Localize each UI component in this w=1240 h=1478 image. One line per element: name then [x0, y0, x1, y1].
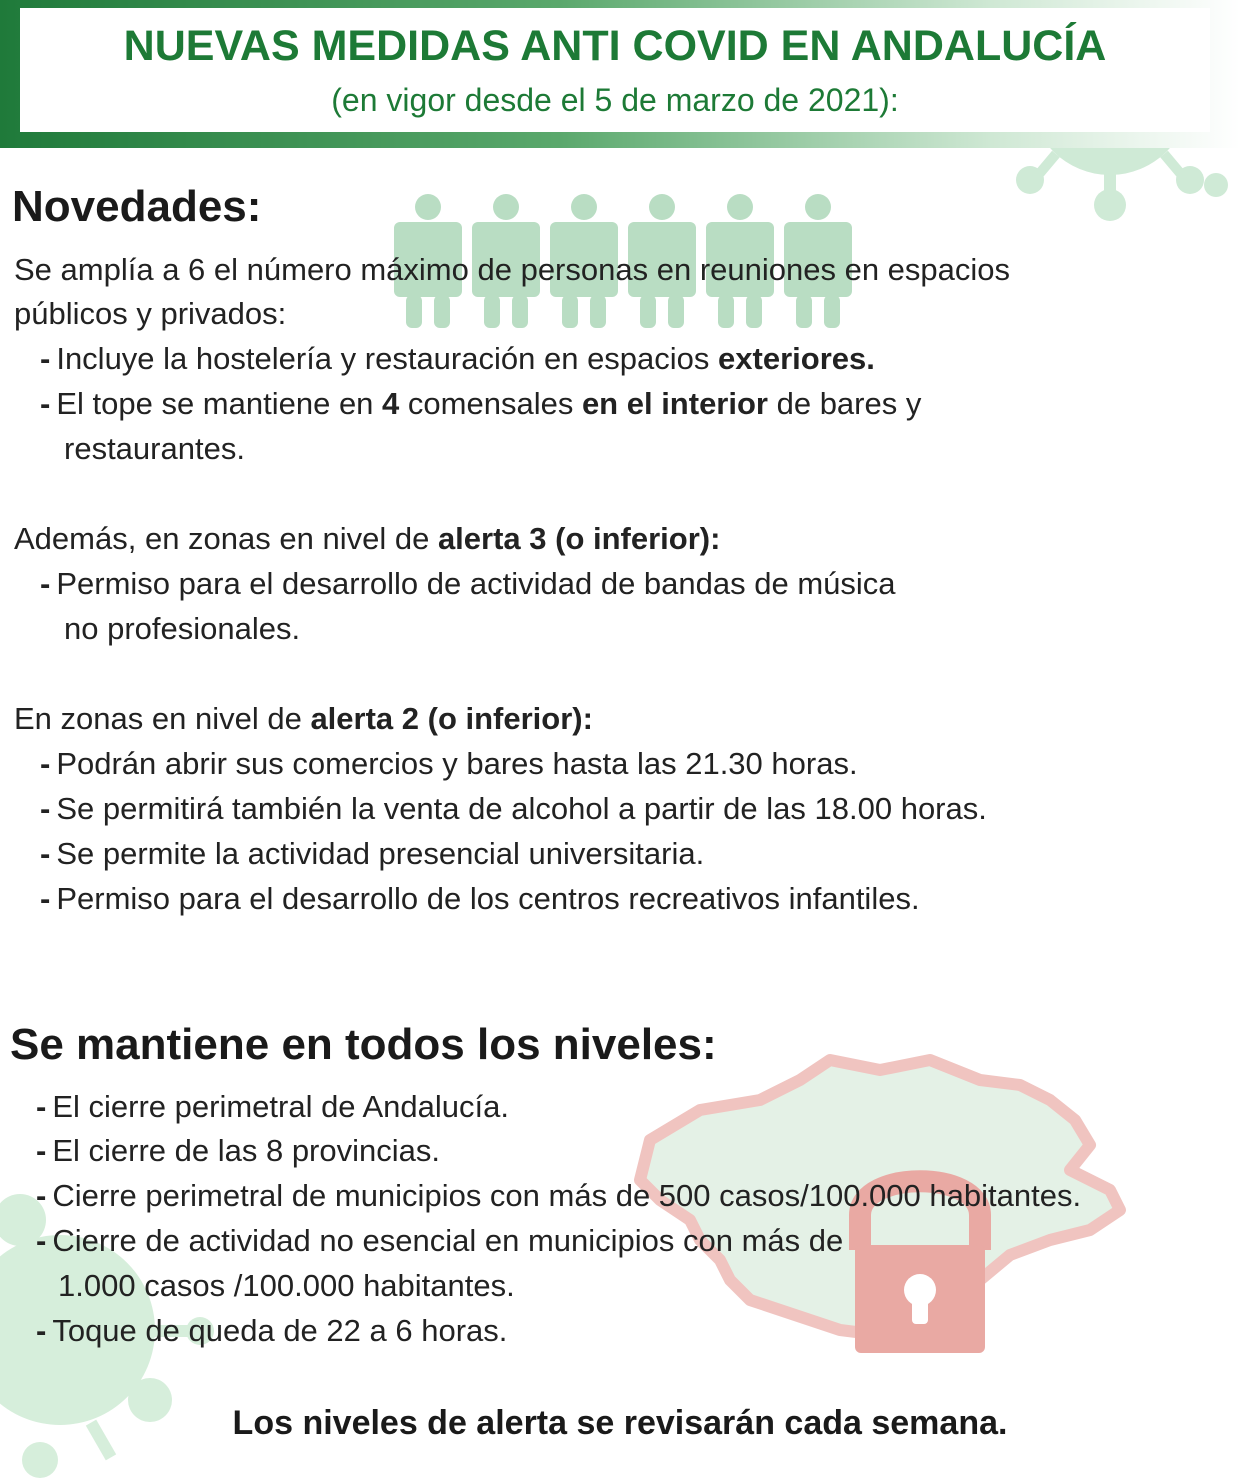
bullet-dash: -	[40, 881, 51, 916]
alerta2-item: Se permitirá también la venta de alcohol a partir de las 18.00 horas.	[56, 791, 987, 826]
list-item	[40, 384, 921, 424]
list-item	[40, 339, 875, 379]
novedades-item1-bold: exteriores.	[718, 341, 875, 376]
list-item	[40, 789, 987, 829]
list-item	[40, 834, 704, 874]
list-item	[36, 1087, 509, 1127]
novedades-intro-line2: públicos y privados:	[14, 296, 287, 331]
bullet-dash: -	[40, 791, 51, 826]
list-item	[36, 1311, 507, 1351]
alerta3-item1-line1: Permiso para el desarrollo de actividad de bandas de música	[56, 566, 896, 601]
list-item	[36, 1131, 440, 1171]
mantiene-item: El cierre perimetral de Andalucía.	[52, 1089, 509, 1124]
alerta3-item1-line2: no profesionales.	[64, 611, 301, 646]
mantiene-item: El cierre de las 8 provincias.	[52, 1133, 440, 1168]
alerta3-intro-bold: alerta 3 (o inferior):	[437, 521, 721, 556]
bullet-dash: -	[40, 386, 51, 421]
bullet-dash: -	[36, 1313, 47, 1348]
novedades-item1-text: Incluye la hostelería y restauración en espacios	[56, 341, 719, 376]
page-subtitle: (en vigor desde el 5 de marzo de 2021):	[331, 82, 899, 118]
bullet-dash: -	[36, 1133, 47, 1168]
novedades-intro-line1: Se amplía a 6 el número máximo de personas en reuniones en espacios	[14, 252, 1011, 287]
mantiene-heading-bold: en todos los niveles:	[281, 1020, 717, 1069]
footer-note: Los niveles de alerta se revisarán cada semana.	[232, 1404, 1008, 1442]
mantiene-item: Toque de queda de 22 a 6 horas.	[52, 1313, 508, 1348]
alerta2-item: Se permite la actividad presencial universitaria.	[56, 836, 705, 871]
list-item	[40, 879, 920, 919]
novedades-item2-pre: El tope se mantiene en	[56, 386, 383, 421]
mantiene-heading-text: Se mantiene	[10, 1020, 282, 1069]
list-item	[36, 1221, 843, 1261]
bullet-dash: -	[40, 746, 51, 781]
bullet-dash: -	[36, 1223, 47, 1258]
list-item	[36, 1176, 1081, 1216]
bullet-dash: -	[40, 341, 51, 376]
bullet-dash: -	[36, 1178, 47, 1213]
list-item	[40, 564, 896, 604]
novedades-item2-line2: restaurantes.	[64, 431, 245, 466]
alerta2-intro-bold: alerta 2 (o inferior):	[310, 701, 593, 736]
bullet-dash: -	[40, 836, 51, 871]
mantiene-item4-line2: 1.000 casos /100.000 habitantes.	[58, 1268, 515, 1303]
novedades-item2-bold2: en el interior	[581, 386, 768, 421]
page-title: NUEVAS MEDIDAS ANTI COVID EN ANDALUCÍA	[123, 22, 1107, 70]
mantiene-item: Cierre de actividad no esencial en municipios con más de	[52, 1223, 844, 1258]
novedades-item2-bold1: 4	[382, 386, 400, 421]
mantiene-item: Cierre perimetral de municipios con más de 500 casos/100.000 habitantes.	[52, 1178, 1082, 1213]
alerta2-item: Permiso para el desarrollo de los centros recreativos infantiles.	[56, 881, 920, 916]
novedades-item2-mid: comensales	[399, 386, 582, 421]
alerta2-intro	[14, 699, 593, 739]
list-item	[40, 744, 858, 784]
section-heading-novedades: Novedades:	[12, 182, 262, 231]
alerta3-intro-text: Además, en zonas en nivel de	[14, 521, 438, 556]
novedades-item2-post: de bares y	[767, 386, 922, 421]
alerta3-intro	[14, 519, 720, 559]
alerta2-item: Podrán abrir sus comercios y bares hasta las 21.30 horas.	[56, 746, 858, 781]
bullet-dash: -	[36, 1089, 47, 1124]
bullet-dash: -	[40, 566, 51, 601]
alerta2-intro-text: En zonas en nivel de	[14, 701, 311, 736]
section-heading-mantiene	[10, 1020, 717, 1070]
